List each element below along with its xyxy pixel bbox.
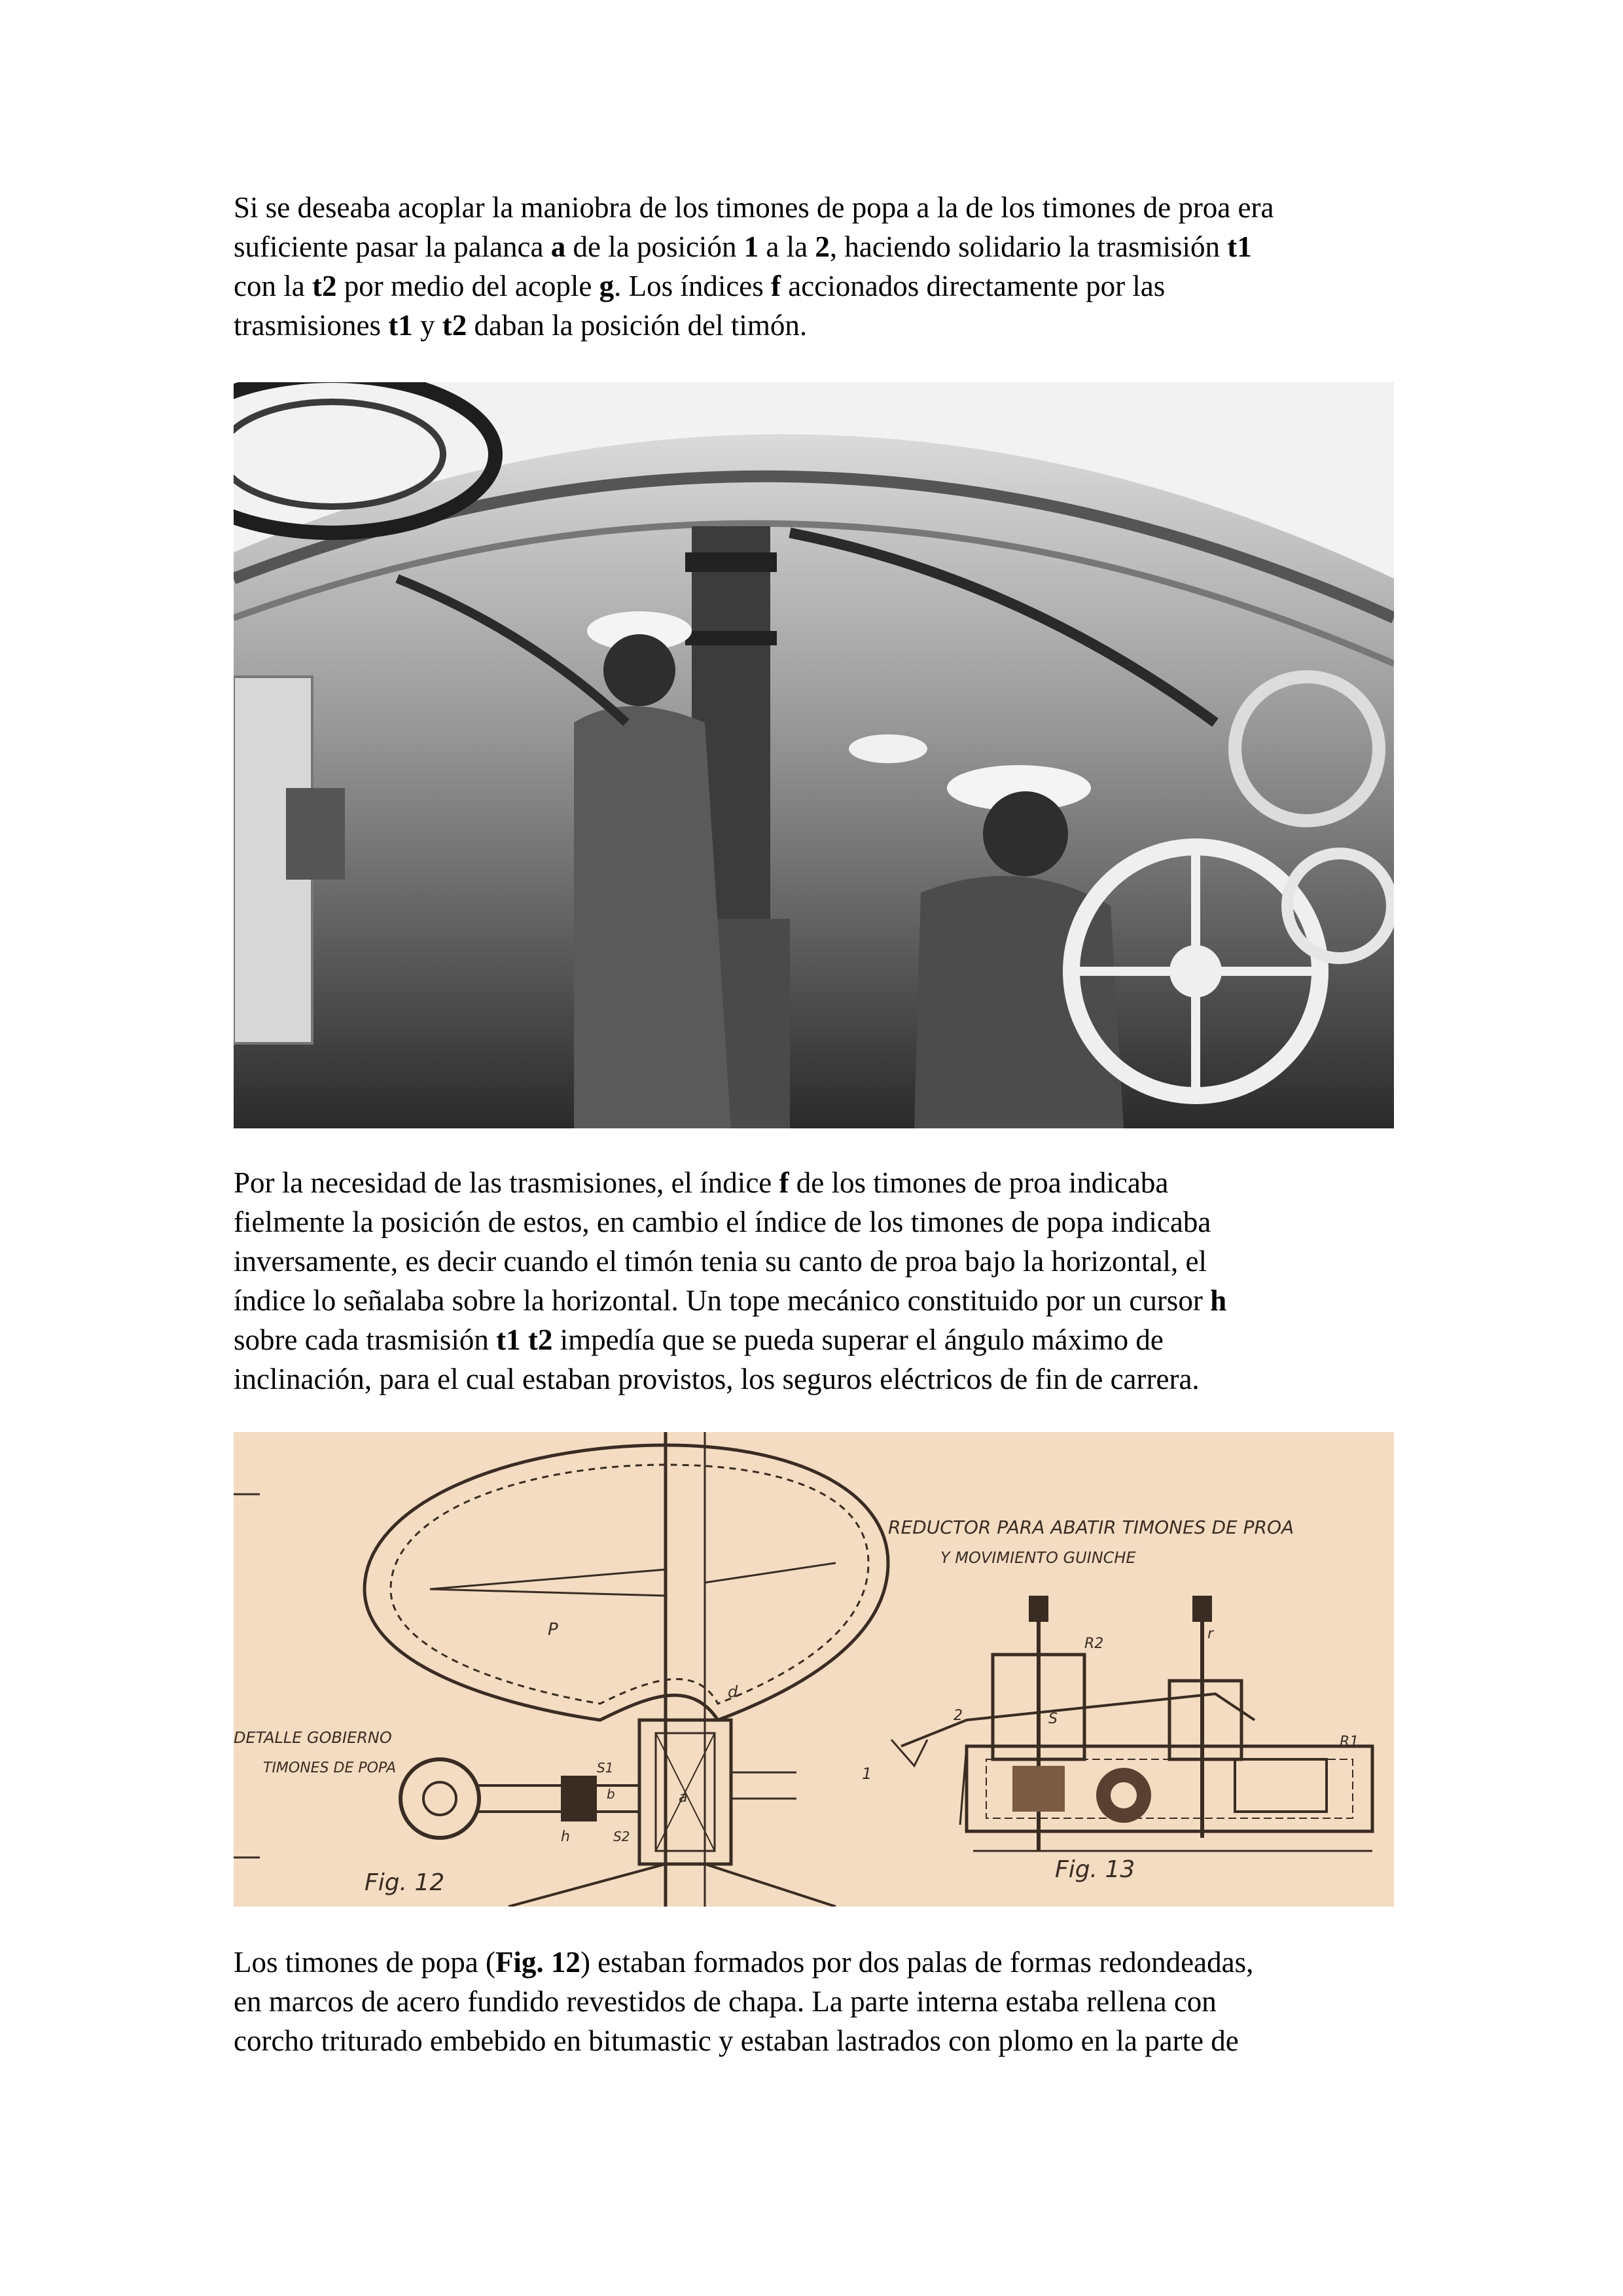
text-run: trasmisiones bbox=[234, 309, 389, 342]
text-run: con la bbox=[234, 270, 312, 302]
label-R1: R1 bbox=[1340, 1734, 1359, 1750]
label-h: h bbox=[561, 1829, 570, 1845]
text-run: impedía que se pueda superar el ángulo máximo de bbox=[552, 1323, 1164, 1356]
text-run: fielmente la posición de estos, en cambio el índice de los timones de popa indicaba bbox=[234, 1206, 1211, 1238]
technical-drawing-rudders bbox=[234, 1432, 1394, 1907]
text-run: sobre cada trasmisión bbox=[234, 1323, 497, 1356]
bold-term: g bbox=[599, 270, 615, 302]
detail-label-line2: TIMONES DE POPA bbox=[263, 1760, 397, 1776]
label-b: b bbox=[607, 1786, 615, 1802]
label-1: 1 bbox=[862, 1765, 872, 1783]
text-run: inversamente, es decir cuando el timón tenia su canto de proa bajo la horizontal, el bbox=[234, 1245, 1207, 1278]
bold-term: t2 bbox=[312, 270, 337, 302]
paragraph-coupling bbox=[234, 188, 1399, 345]
text-line bbox=[234, 2021, 1399, 2060]
label-r: r bbox=[1207, 1626, 1214, 1642]
text-line bbox=[234, 306, 1399, 345]
text-run: de los timones de proa indicaba bbox=[789, 1166, 1169, 1199]
text-run: ) estaban formados por dos palas de formas redondeadas, bbox=[580, 1946, 1254, 1979]
bold-term: t1 t2 bbox=[496, 1323, 553, 1356]
label-P: P bbox=[548, 1620, 558, 1640]
bold-term: h bbox=[1210, 1284, 1227, 1317]
fig13-label: Fig. 13 bbox=[1055, 1856, 1135, 1883]
text-line bbox=[234, 1982, 1399, 2021]
bold-term: 1 bbox=[743, 230, 759, 263]
text-run: a la bbox=[758, 230, 815, 263]
label-S: S bbox=[1048, 1711, 1058, 1727]
text-run: accionados directamente por las bbox=[781, 270, 1166, 302]
label-R2: R2 bbox=[1084, 1636, 1104, 1652]
text-line bbox=[234, 1320, 1399, 1359]
text-line bbox=[234, 1359, 1399, 1399]
drawing-title-line2: Y MOVIMIENTO GUINCHE bbox=[940, 1549, 1136, 1567]
label-S1: S1 bbox=[597, 1760, 614, 1776]
text-line bbox=[234, 188, 1399, 227]
text-run: . Los índices bbox=[614, 270, 772, 302]
bold-term: 2 bbox=[815, 230, 830, 263]
text-run: Por la necesidad de las trasmisiones, el índice bbox=[234, 1166, 779, 1199]
bold-term: f bbox=[771, 270, 781, 302]
text-run: de la posición bbox=[565, 230, 744, 263]
paragraph-indices bbox=[234, 1163, 1399, 1399]
bold-term: Fig. 12 bbox=[495, 1946, 580, 1979]
bold-term: t1 bbox=[388, 309, 413, 342]
photo-submarine-control-room bbox=[234, 382, 1394, 1128]
bold-term: f bbox=[779, 1166, 789, 1199]
text-run: corcho triturado embebido en bitumastic y estaban lastrados con plomo en la parte de bbox=[234, 2024, 1239, 2057]
text-line bbox=[234, 1242, 1399, 1281]
text-run: por medio del acople bbox=[336, 270, 599, 302]
bold-term: t1 bbox=[1227, 230, 1252, 263]
text-run: inclinación, para el cual estaban provistos, los seguros eléctricos de fin de carrera. bbox=[234, 1363, 1200, 1395]
text-run: índice lo señalaba sobre la horizontal. Un tope mecánico constituido por un cursor bbox=[234, 1284, 1211, 1317]
text-run: Los timones de popa ( bbox=[234, 1946, 495, 1979]
fig12-label: Fig. 12 bbox=[365, 1869, 445, 1896]
text-run: , haciendo solidario la trasmisión bbox=[829, 230, 1228, 263]
text-run: suficiente pasar la palanca bbox=[234, 230, 551, 263]
bold-term: t2 bbox=[442, 309, 467, 342]
text-run: en marcos de acero fundido revestidos de chapa. La parte interna estaba rellena con bbox=[234, 1985, 1217, 2018]
text-line bbox=[234, 1943, 1399, 1982]
label-2: 2 bbox=[954, 1708, 963, 1724]
label-S2: S2 bbox=[613, 1829, 630, 1844]
text-line bbox=[234, 1281, 1399, 1320]
paragraph-stern-rudders bbox=[234, 1943, 1399, 2060]
text-line bbox=[234, 227, 1399, 266]
label-d: d bbox=[728, 1683, 738, 1701]
drawing-title-line1: REDUCTOR PARA ABATIR TIMONES DE PROA bbox=[888, 1516, 1294, 1538]
text-run: daban la posición del timón. bbox=[467, 309, 808, 342]
bold-term: a bbox=[550, 230, 566, 263]
text-line bbox=[234, 1163, 1399, 1202]
text-line bbox=[234, 1202, 1399, 1242]
detail-label-line1: DETALLE GOBIERNO bbox=[234, 1729, 392, 1747]
text-run: y bbox=[412, 309, 442, 342]
text-line bbox=[234, 266, 1399, 306]
label-a: a bbox=[679, 1789, 688, 1806]
text-run: Si se deseaba acoplar la maniobra de los timones de popa a la de los timones de proa era bbox=[234, 191, 1274, 224]
